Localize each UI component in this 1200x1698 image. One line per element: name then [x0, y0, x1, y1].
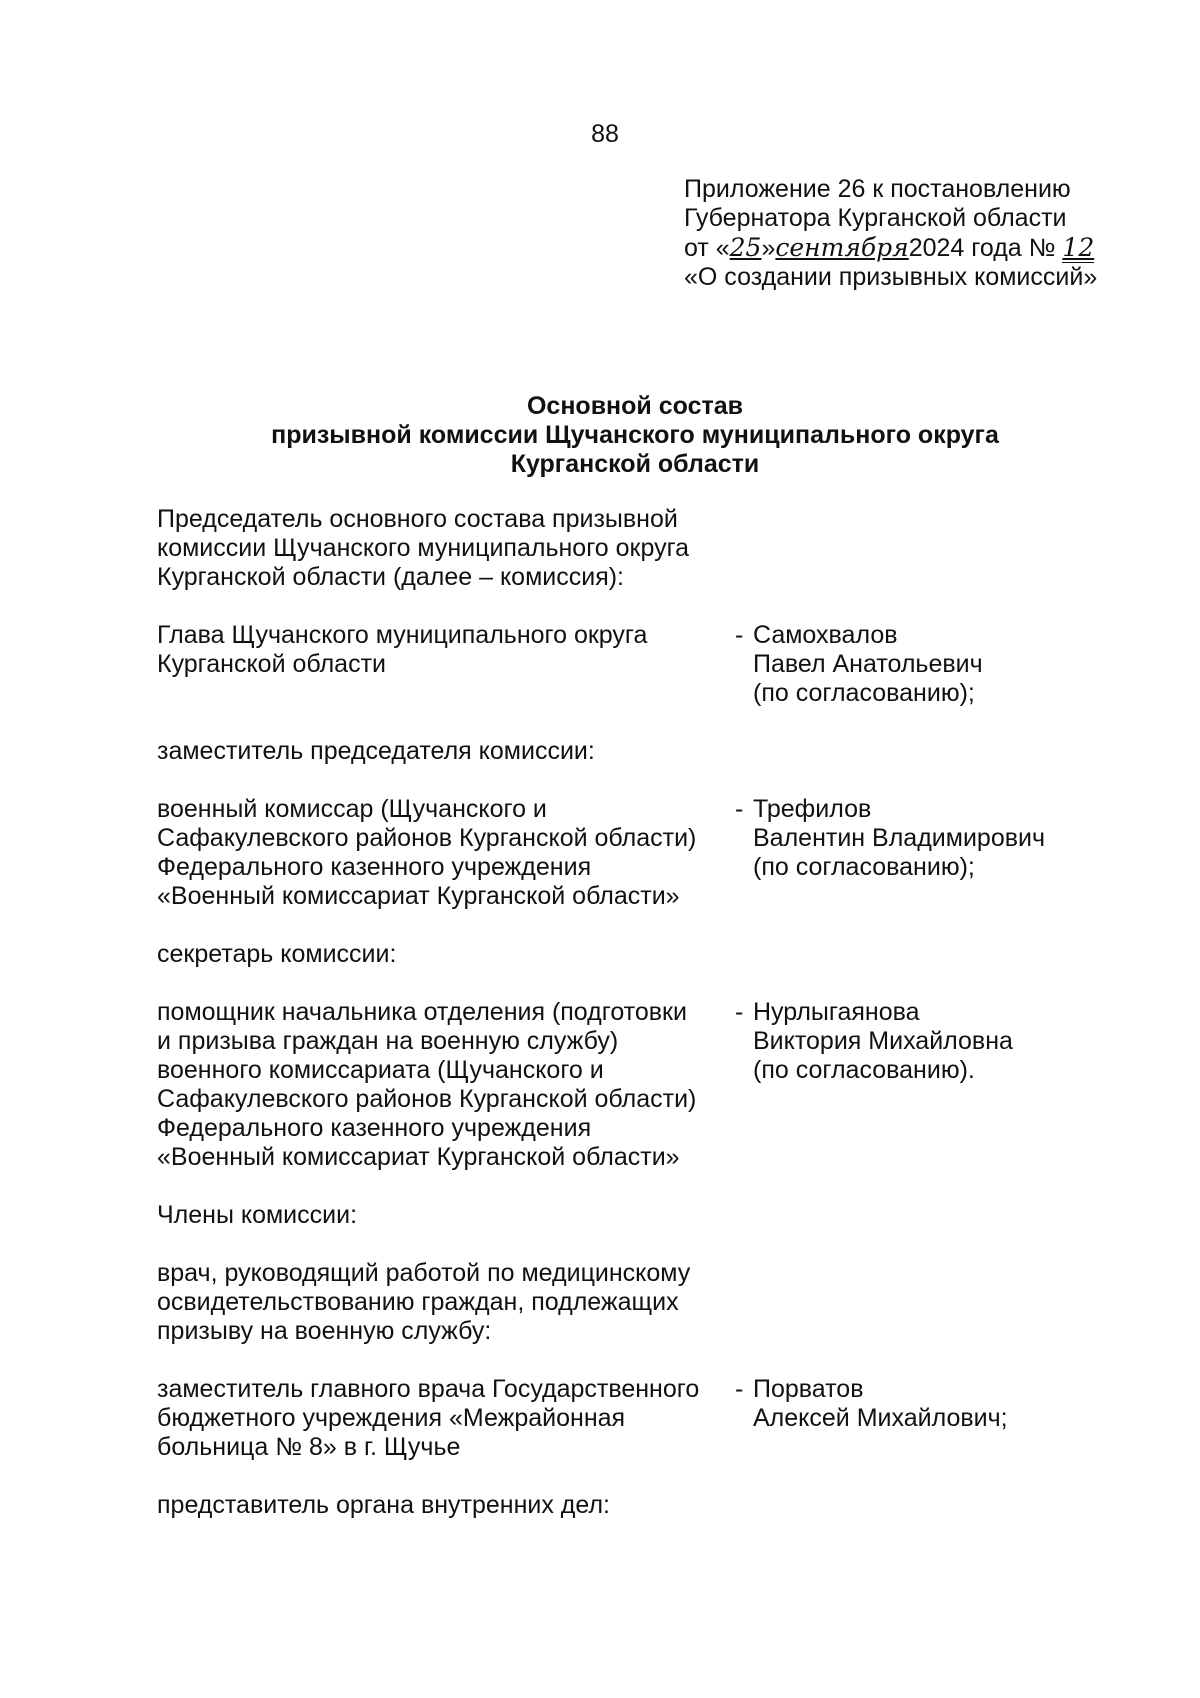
secretary-position-line-5: Федерального казенного учреждения	[157, 1114, 592, 1142]
appendix-line-4: «О создании призывных комиссий»	[684, 263, 1098, 291]
deputy-position-line-4: «Военный комиссариат Курганской области»	[157, 882, 680, 910]
title-line-3: Курганской области	[510, 450, 760, 478]
chairman-heading-line-1: Председатель основного состава призывной	[157, 505, 678, 533]
deputy-person	[735, 795, 1077, 911]
chairman-position-line-2: Курганской области	[157, 650, 387, 678]
chairman-heading	[157, 505, 1077, 592]
deputy-name: Валентин Владимирович	[753, 824, 1045, 852]
dash: -	[735, 1375, 744, 1403]
chairman-heading-line-2: комиссии Щучанского муниципального округа	[157, 534, 690, 562]
title-line-2: призывной комиссии Щучанского муниципального округа	[271, 421, 999, 449]
secretary-person	[735, 998, 1077, 1172]
doctor-row	[157, 1375, 1077, 1462]
page-number: 88	[591, 120, 619, 148]
secretary-note: (по согласованию).	[753, 1056, 975, 1084]
chairman-row	[157, 621, 1077, 708]
date-mid: »	[761, 234, 776, 262]
chairman-heading-line-3: Курганской области (далее – комиссия):	[157, 563, 625, 591]
deputy-position	[157, 795, 735, 911]
deputy-position-line-3: Федерального казенного учреждения	[157, 853, 592, 881]
doctor-position	[157, 1375, 735, 1462]
secretary-name: Виктория Михайловна	[753, 1027, 1013, 1055]
dash: -	[735, 795, 744, 823]
title-line-1: Основной состав	[526, 392, 744, 420]
dash: -	[735, 998, 744, 1026]
police-heading: представитель органа внутренних дел:	[157, 1491, 611, 1519]
doctor-position-line-2: бюджетного учреждения «Межрайонная	[157, 1404, 626, 1432]
chairman-name: Павел Анатольевич	[753, 650, 983, 678]
deputy-row	[157, 795, 1077, 911]
secretary-position-line-4: Сафакулевского районов Курганской области)	[157, 1085, 697, 1113]
dash: -	[735, 621, 744, 649]
date-day: 25	[729, 233, 762, 262]
members-heading: Члены комиссии:	[157, 1201, 358, 1229]
chairman-position-line-1: Глава Щучанского муниципального округа	[157, 621, 648, 649]
chairman-person	[735, 621, 1077, 708]
chairman-note: (по согласованию);	[753, 679, 975, 707]
doctor-heading-line-3: призыву на военную службу:	[157, 1317, 492, 1345]
doctor-surname: Порватов	[753, 1375, 864, 1403]
date-prefix: от «	[684, 234, 730, 262]
secretary-position-line-2: и призыва граждан на военную службу)	[157, 1027, 619, 1055]
deputy-note: (по согласованию);	[753, 853, 975, 881]
secretary-position-line-1: помощник начальника отделения (подготовки	[157, 998, 687, 1026]
deputy-position-line-1: военный комиссар (Щучанского и	[157, 795, 547, 823]
date-year: 2024 года №	[908, 234, 1056, 262]
doctor-heading-line-2: освидетельствованию граждан, подлежащих	[157, 1288, 679, 1316]
secretary-row	[157, 998, 1077, 1172]
secretary-position	[157, 998, 735, 1172]
appendix-block	[684, 175, 1184, 292]
doctor-person	[735, 1375, 1077, 1462]
document-title	[0, 392, 1200, 479]
date-month: сентября	[775, 233, 909, 262]
doctor-heading-line-1: врач, руководящий работой по медицинскому	[157, 1259, 691, 1287]
chairman-position	[157, 621, 735, 708]
deputy-heading: заместитель председателя комиссии:	[157, 737, 595, 765]
doctor-position-line-3: больница № 8» в г. Щучье	[157, 1433, 461, 1461]
secretary-surname: Нурлыгаянова	[753, 998, 920, 1026]
deputy-surname: Трефилов	[753, 795, 872, 823]
appendix-line-1: Приложение 26 к постановлению	[684, 175, 1071, 203]
appendix-date-line	[684, 233, 1184, 263]
deputy-position-line-2: Сафакулевского районов Курганской области)	[157, 824, 697, 852]
chairman-surname: Самохвалов	[753, 621, 898, 649]
secretary-heading: секретарь комиссии:	[157, 940, 397, 968]
doctor-position-line-1: заместитель главного врача Государственного	[157, 1375, 700, 1403]
doctor-name: Алексей Михайлович;	[753, 1404, 1008, 1432]
doctor-heading	[157, 1259, 1077, 1346]
secretary-position-line-3: военного комиссариата (Щучанского и	[157, 1056, 604, 1084]
secretary-position-line-6: «Военный комиссариат Курганской области»	[157, 1143, 680, 1171]
document-body	[157, 505, 1077, 1549]
decree-number: 12	[1062, 233, 1095, 262]
appendix-line-2: Губернатора Курганской области	[684, 204, 1067, 232]
